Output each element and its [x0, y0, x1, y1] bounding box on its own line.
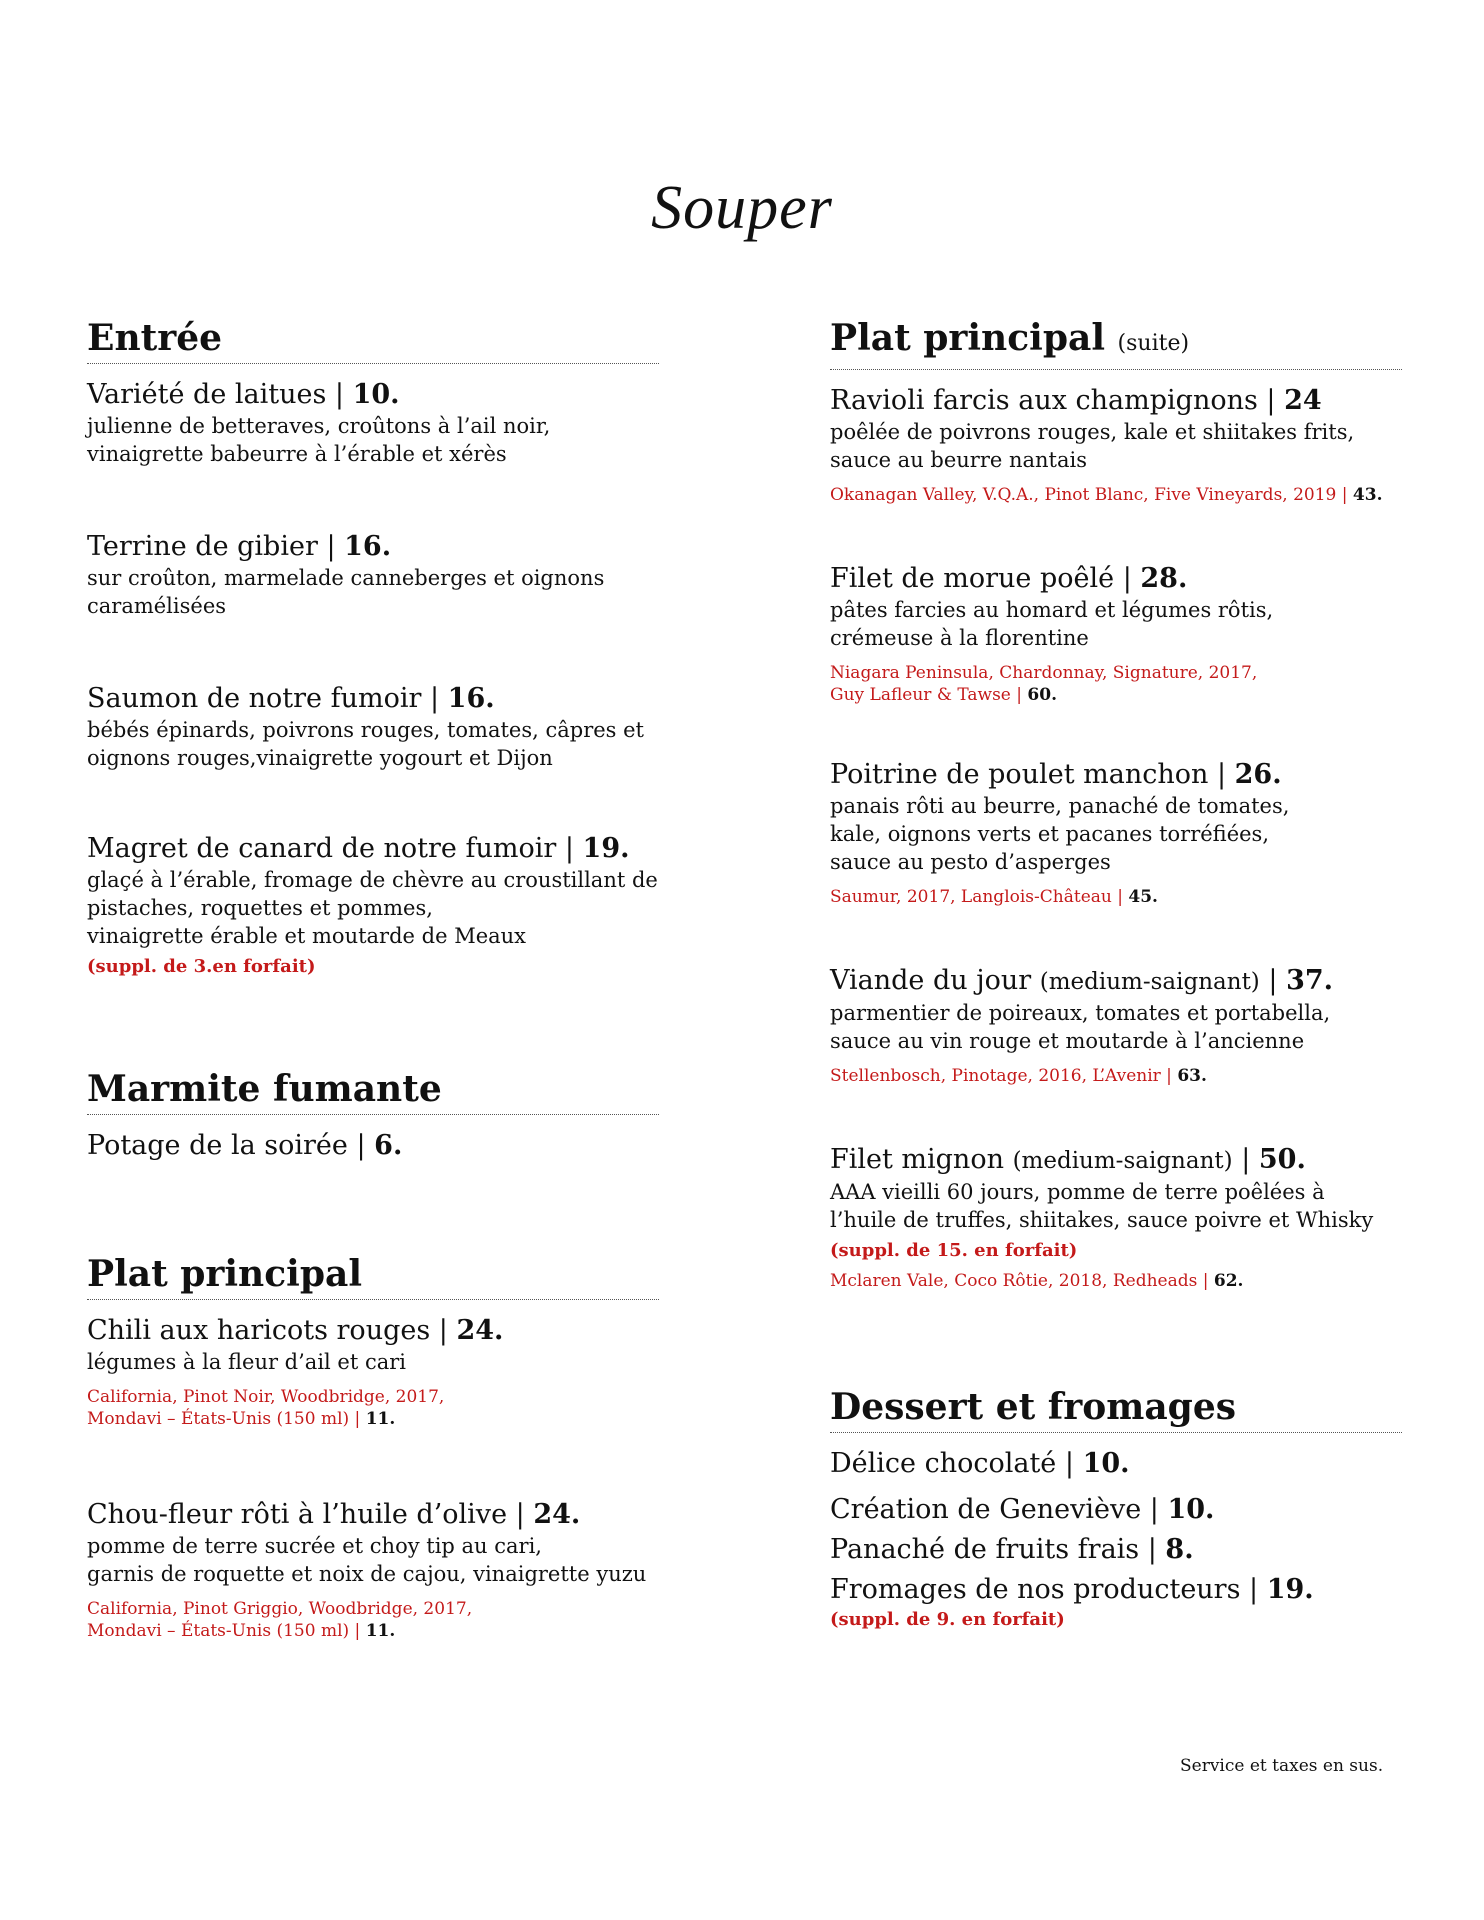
menu-item [87, 530, 659, 620]
menu-item [87, 1498, 659, 1642]
menu-item [830, 1447, 1402, 1481]
menu-item [830, 1533, 1402, 1567]
desc-line: caramélisées [87, 594, 227, 618]
item-name-line: Magret de canard de notre fumoir | 19. [87, 833, 630, 864]
left-column [87, 315, 659, 1642]
wine-price: 63. [1177, 1066, 1207, 1086]
desc-line: pomme de terre sucrée et choy tip au cari, [87, 1534, 542, 1558]
item-description [830, 418, 1402, 474]
desc-line: julienne de betteraves, croûtons à l’ail noir, [87, 414, 551, 438]
item-description [830, 596, 1402, 652]
menu-item [830, 758, 1402, 908]
item-name-line: Chou-fleur rôti à l’huile d’olive | 24. [87, 1499, 581, 1530]
section-heading-entree: Entrée [87, 315, 659, 364]
item-name: Ravioli farcis aux champignons [830, 385, 1258, 416]
item-name-line: Potage de la soirée | 6. [87, 1130, 403, 1161]
desc-line: oignons rouges,vinaigrette yogourt et Dijon [87, 746, 553, 770]
item-price: 10. [1167, 1494, 1215, 1525]
item-name: Variété de laitues [87, 379, 327, 410]
item-name: Création de Geneviève [830, 1494, 1142, 1525]
desc-line: glaçé à l’érable, fromage de chèvre au croustillant de [87, 868, 658, 892]
section-heading-marmite: Marmite fumante [87, 1066, 659, 1115]
wine-price: 43. [1352, 485, 1383, 505]
heading-text: Plat principal [830, 317, 1105, 359]
item-price: 28. [1140, 563, 1188, 594]
item-name: Chou-fleur rôti à l’huile d’olive [87, 1499, 508, 1530]
desc-line: l’huile de truffes, shiitakes, sauce poivre et Whisky [830, 1208, 1374, 1232]
desc-line: bébés épinards, poivrons rouges, tomates, câpres et [87, 718, 644, 742]
desc-line: vinaigrette babeurre à l’érable et xérès [87, 442, 507, 466]
menu-item [87, 378, 659, 468]
item-name: Viande du jour [830, 965, 1032, 996]
item-price: 24. [533, 1499, 581, 1530]
wine-pairing: Okanagan Valley, V.Q.A., Pinot Blanc, Five Vineyards, 2019 | 43. [830, 485, 1383, 505]
supplement-note: (suppl. de 15. en forfait) [830, 1240, 1078, 1261]
desc-line: sur croûton, marmelade canneberges et oignons [87, 566, 605, 590]
menu-item [87, 1129, 659, 1163]
desc-line: sauce au beurre nantais [830, 448, 1088, 472]
heading-suffix: (suite) [1117, 331, 1190, 356]
item-name-line: Ravioli farcis aux champignons | 24 [830, 385, 1322, 416]
menu-item [830, 562, 1402, 706]
desc-line: parmentier de poireaux, tomates et portabella, [830, 1001, 1331, 1025]
item-name: Poitrine de poulet manchon [830, 759, 1209, 790]
item-name: Saumon de notre fumoir [87, 683, 422, 714]
item-name-line: Saumon de notre fumoir | 16. [87, 683, 495, 714]
item-description [87, 866, 659, 950]
wine-line: Mondavi – États-Unis (150 ml) [87, 1409, 350, 1429]
menu-item [830, 1573, 1402, 1633]
supplement-note: (suppl. de 3.en forfait) [87, 956, 316, 977]
desc-line: sauce au vin rouge et moutarde à l’ancienne [830, 1029, 1305, 1053]
wine-price: 45. [1128, 887, 1158, 907]
footer-note: Service et taxes en sus. [1180, 1756, 1384, 1776]
desc-line: crémeuse à la florentine [830, 626, 1089, 650]
wine-pairing: Saumur, 2017, Langlois-Château | 45. [830, 887, 1158, 907]
item-description [87, 1348, 659, 1376]
wine-price: 62. [1213, 1271, 1244, 1291]
item-name-line: Filet mignon (medium-saignant) | 50. [830, 1144, 1306, 1175]
desc-line: garnis de roquette et noix de cajou, vinaigrette yuzu [87, 1562, 647, 1586]
wine-price: 60. [1027, 685, 1057, 705]
supplement-note: (suppl. de 9. en forfait) [830, 1609, 1065, 1630]
item-description [87, 1532, 659, 1588]
item-name-line: Panaché de fruits frais | 8. [830, 1534, 1194, 1565]
item-description [830, 792, 1402, 876]
menu-item [87, 832, 659, 980]
menu-item [830, 384, 1402, 506]
wine-price: 11. [365, 1621, 396, 1641]
desc-line: pâtes farcies au homard et légumes rôtis, [830, 598, 1274, 622]
item-name: Panaché de fruits frais [830, 1534, 1140, 1565]
item-price: 8. [1165, 1534, 1194, 1565]
item-price: 19. [1266, 1574, 1314, 1605]
right-column [830, 315, 1402, 1633]
desc-line: sauce au pesto d’asperges [830, 850, 1111, 874]
desc-line: vinaigrette érable et moutarde de Meaux [87, 924, 527, 948]
wine-line: Mondavi – États-Unis (150 ml) [87, 1621, 350, 1641]
wine-line: Niagara Peninsula, Chardonnay, Signature, 2017, [830, 663, 1258, 683]
wine-pairing: Niagara Peninsula, Chardonnay, Signature, 2017, Guy Lafleur & Tawse | 60. [830, 662, 1402, 706]
item-name-line: Viande du jour (medium-saignant) | 37. [830, 965, 1334, 996]
item-price: 19. [582, 833, 630, 864]
item-name: Fromages de nos producteurs [830, 1574, 1241, 1605]
desc-line: kale, oignons verts et pacanes torréfiées, [830, 822, 1270, 846]
wine-line: California, Pinot Griggio, Woodbridge, 2017, [87, 1599, 473, 1619]
item-description [87, 412, 659, 468]
section-heading-plat-principal-suite [830, 315, 1402, 370]
item-price: 16. [344, 531, 392, 562]
item-name: Chili aux haricots rouges [87, 1315, 431, 1346]
item-name-line: Filet de morue poêlé | 28. [830, 563, 1188, 594]
desc-line: panais rôti au beurre, panaché de tomates, [830, 794, 1290, 818]
wine-line: Guy Lafleur & Tawse [830, 685, 1011, 705]
section-heading-dessert: Dessert et fromages [830, 1384, 1402, 1433]
item-price: 26. [1234, 759, 1282, 790]
item-name-line: Chili aux haricots rouges | 24. [87, 1315, 504, 1346]
item-price: 37. [1286, 965, 1334, 996]
wine-pairing: California, Pinot Noir, Woodbridge, 2017, Mondavi – États-Unis (150 ml) | 11. [87, 1386, 659, 1430]
item-price: 10. [1082, 1448, 1130, 1479]
item-name-line: Fromages de nos producteurs | 19. [830, 1574, 1314, 1605]
section-heading-plat-principal: Plat principal [87, 1251, 659, 1300]
menu-item [87, 682, 659, 772]
menu-item [87, 1314, 659, 1430]
wine-line: Okanagan Valley, V.Q.A., Pinot Blanc, Five Vineyards, 2019 [830, 485, 1337, 505]
item-name-line: Variété de laitues | 10. [87, 379, 400, 410]
item-description [830, 1178, 1402, 1234]
item-qualifier: (medium-saignant) [1012, 1148, 1233, 1174]
item-name-line: Poitrine de poulet manchon | 26. [830, 759, 1282, 790]
wine-pairing: California, Pinot Griggio, Woodbridge, 2017, Mondavi – États-Unis (150 ml) | 11. [87, 1598, 659, 1642]
item-name: Filet de morue poêlé [830, 563, 1115, 594]
item-description [830, 999, 1402, 1055]
item-name: Potage de la soirée [87, 1130, 348, 1161]
desc-line: légumes à la fleur d’ail et cari [87, 1350, 407, 1374]
item-name: Terrine de gibier [87, 531, 318, 562]
item-name: Délice chocolaté [830, 1448, 1057, 1479]
desc-line: poêlée de poivrons rouges, kale et shiitakes frits, [830, 420, 1355, 444]
desc-line: AAA vieilli 60 jours, pomme de terre poêlées à [830, 1180, 1325, 1204]
item-description [87, 716, 659, 772]
wine-pairing: Mclaren Vale, Coco Rôtie, 2018, Redheads | 62. [830, 1271, 1244, 1291]
wine-price: 11. [365, 1409, 396, 1429]
item-price: 10. [352, 379, 400, 410]
menu-item [830, 1493, 1402, 1527]
item-name-line: Création de Geneviève | 10. [830, 1494, 1215, 1525]
item-name: Filet mignon [830, 1144, 1004, 1175]
wine-pairing: Stellenbosch, Pinotage, 2016, L’Avenir | 63. [830, 1066, 1207, 1086]
desc-line: pistaches, roquettes et pommes, [87, 896, 433, 920]
wine-line: Mclaren Vale, Coco Rôtie, 2018, Redheads [830, 1271, 1198, 1291]
wine-line: Stellenbosch, Pinotage, 2016, L’Avenir [830, 1066, 1161, 1086]
item-price: 6. [374, 1130, 403, 1161]
wine-line: California, Pinot Noir, Woodbridge, 2017, [87, 1387, 445, 1407]
wine-line: Saumur, 2017, Langlois-Château [830, 887, 1112, 907]
item-price: 16. [447, 683, 495, 714]
page-title: Souper [651, 174, 833, 242]
menu-item [830, 964, 1402, 1087]
item-price: 24 [1284, 385, 1322, 416]
item-qualifier: (medium-saignant) [1039, 969, 1260, 995]
item-name-line: Terrine de gibier | 16. [87, 531, 392, 562]
item-name-line: Délice chocolaté | 10. [830, 1448, 1130, 1479]
item-price: 50. [1258, 1144, 1306, 1175]
item-description [87, 564, 659, 620]
item-price: 24. [456, 1315, 504, 1346]
menu-item [830, 1143, 1402, 1292]
item-name: Magret de canard de notre fumoir [87, 833, 557, 864]
